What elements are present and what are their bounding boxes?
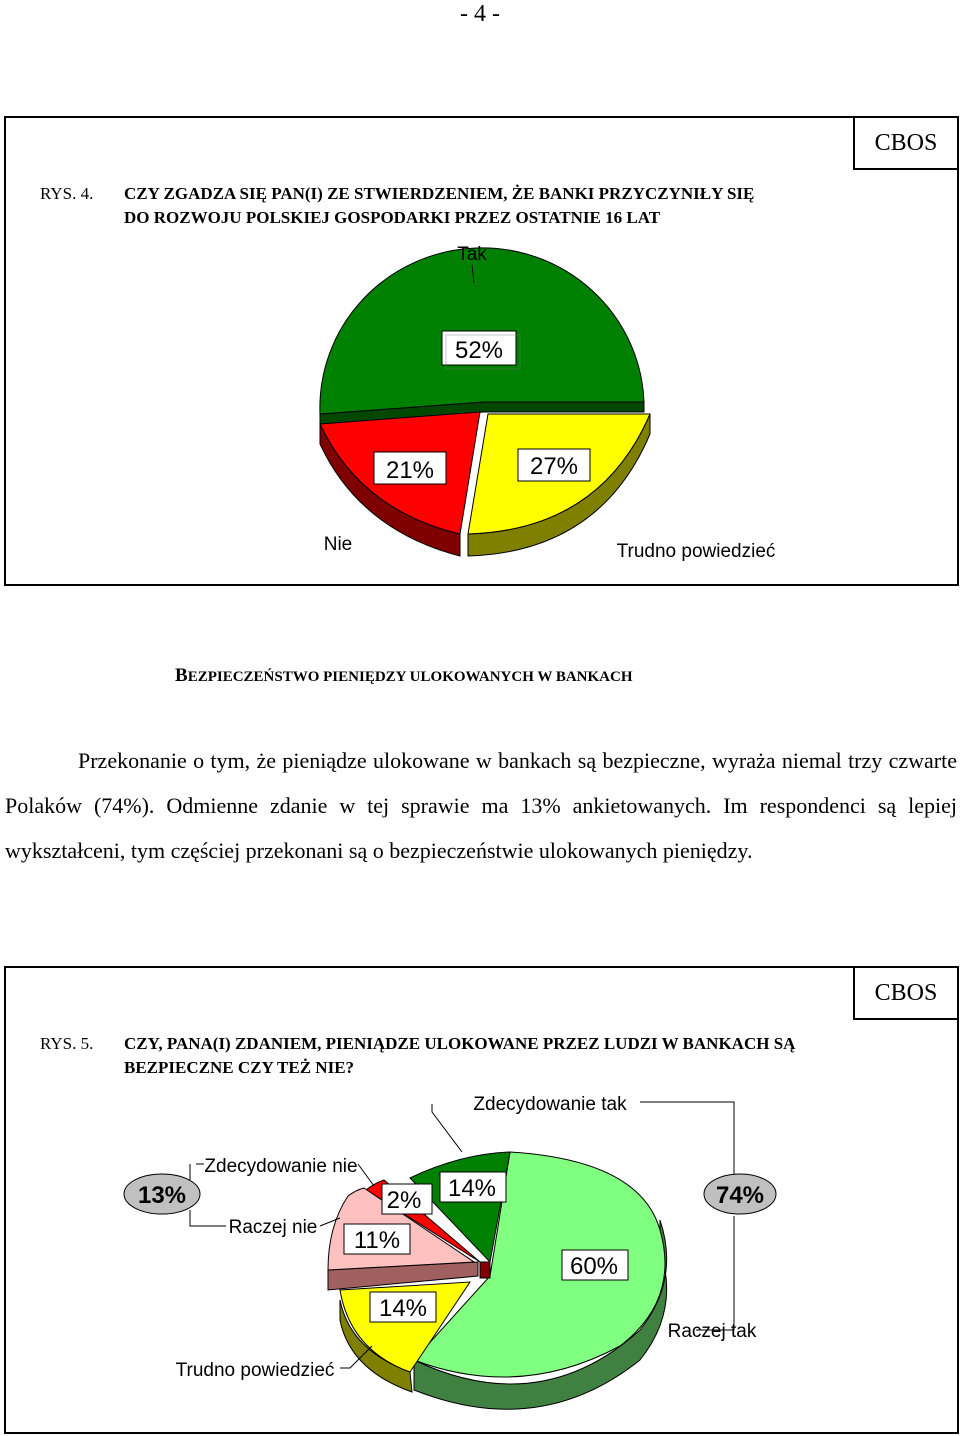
page-number: - 4 -: [460, 1, 500, 27]
slice-name-trudno: Trudno powiedzieć: [616, 541, 776, 562]
slice-label-tak-value: 52%: [454, 337, 504, 364]
body-paragraph: Przekonanie o tym, że pieniądze ulokowane w bankach są bezpieczne, wyraża niemal trzy czwarte Polaków (74%). Odmienne zdanie w tej sprawie ma 13% ankietowanych. Im respondenci są lepiej wykształceni, tym częściej przekonani są o bezpieczeństwie ulokowanych pieniędzy.: [5, 748, 957, 863]
slice-name-tak: Tak: [457, 244, 487, 265]
slice-name-zdecydowanie-nie: Zdecydowanie nie: [204, 1156, 358, 1177]
slice-label-trudno-value: 14%: [378, 1295, 428, 1322]
figure-1-label: RYS. 4.: [40, 184, 94, 203]
figure-2-title-line-1: CZY, PANA(I) ZDANIEM, PIENIĄDZE ULOKOWANE PRZEZ LUDZI W BANKACH SĄ: [124, 1034, 796, 1053]
slice-name-zdecydowanie-tak: Zdecydowanie tak: [473, 1094, 627, 1115]
slice-name-nie: Nie: [323, 534, 353, 555]
slice-label-trudno-value: 27%: [529, 453, 579, 480]
group-label-positive: 74%: [715, 1182, 765, 1209]
figure-1-title-line-2: DO ROZWOJU POLSKIEJ GOSPODARKI PRZEZ OSTATNIE 16 LAT: [124, 208, 661, 227]
slice-name-raczej-nie: Raczej nie: [228, 1217, 318, 1238]
cbos-badge: CBOS: [853, 966, 959, 1020]
slice-label-zdecydowanie-nie-value: 2%: [386, 1187, 422, 1214]
figure-2-title-line-2: BEZPIECZNE CZY TEŻ NIE?: [124, 1058, 355, 1077]
cbos-badge: CBOS: [853, 116, 959, 170]
section-heading: BEZPIECZEŃSTWO PIENIĘDZY ULOKOWANYCH W BANKACH: [175, 665, 633, 686]
figure-1-title-line-1: CZY ZGADZA SIĘ PAN(I) ZE STWIERDZENIEM, ŻE BANKI PRZYCZYNIŁY SIĘ: [124, 184, 755, 203]
figure-2-label: RYS. 5.: [40, 1034, 94, 1053]
slice-label-raczej-tak-value: 60%: [569, 1253, 619, 1280]
pie-slice-zdecydowanie-nie-side: [480, 1262, 490, 1278]
slice-name-trudno: Trudno powiedzieć: [175, 1360, 335, 1381]
slice-label-zdecydowanie-tak-value: 14%: [447, 1175, 497, 1202]
slice-label-raczej-nie-value: 11%: [353, 1227, 401, 1254]
slice-name-raczej-tak: Raczej tak: [667, 1321, 757, 1342]
group-label-negative: 13%: [137, 1182, 187, 1209]
slice-label-nie-value: 21%: [385, 457, 435, 484]
